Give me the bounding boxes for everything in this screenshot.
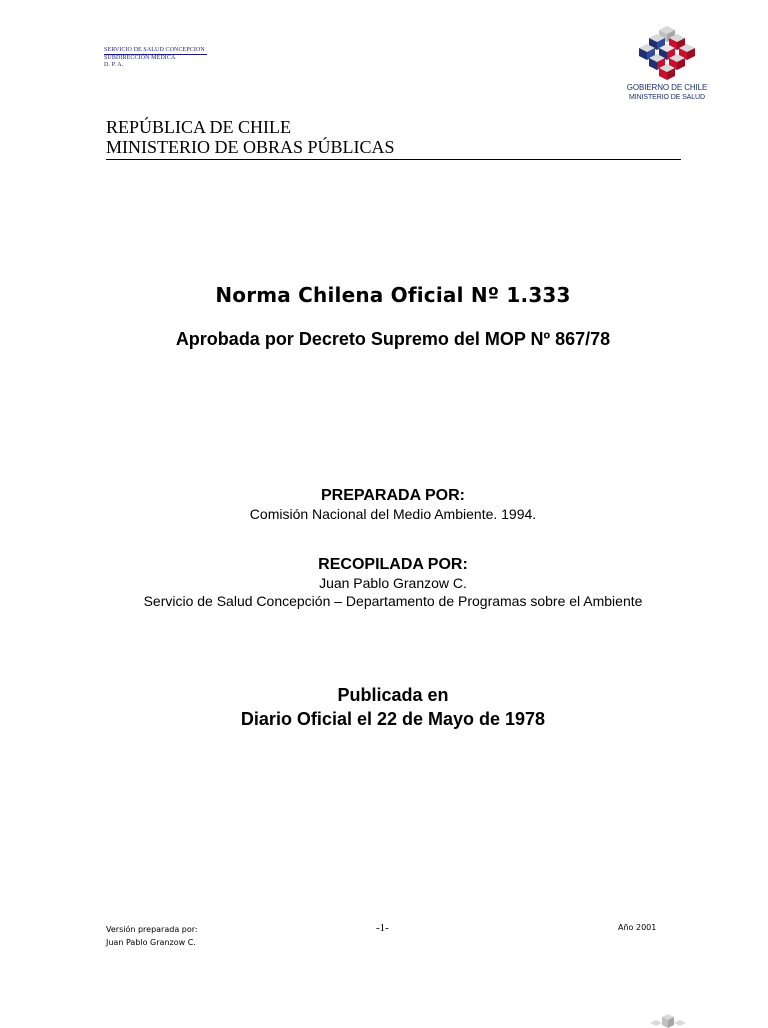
publication-info [0, 683, 768, 731]
org-line-2: SUBDIRECCIÓN MÉDICA [104, 55, 176, 61]
document-subtitle: Aprobada por Decreto Supremo del MOP Nº 867/78 [175, 329, 611, 349]
compiled-by-section [0, 556, 768, 610]
footer-year: Año 2001 [618, 923, 657, 932]
institution-heading [106, 117, 395, 157]
published-line-1: Publicada en [337, 685, 449, 705]
compiled-by-name: Juan Pablo Granzow C. [319, 575, 467, 591]
republic-line: REPÚBLICA DE CHILE [106, 117, 292, 137]
footer-version-label: Versión preparada por: [106, 925, 198, 934]
compiled-by-heading: RECOPILADA POR: [318, 556, 468, 573]
page-number: -1- [376, 922, 389, 934]
ministry-line: MINISTERIO DE OBRAS PÚBLICAS [106, 137, 395, 157]
footer-author-name: Juan Pablo Granzow C. [106, 938, 196, 947]
org-line-3: D. P. A. [104, 62, 124, 68]
published-line-2: Diario Oficial el 22 de Mayo de 1978 [240, 709, 546, 729]
prepared-by-body: Comisión Nacional del Medio Ambiente. 1994. [249, 506, 537, 522]
org-line-1: SERVICIO DE SALUD CONCEPCION [104, 47, 205, 53]
logo-caption-line-1: GOBIERNO DE CHILE [626, 83, 708, 92]
footer-author [106, 923, 198, 949]
organization-header [104, 47, 207, 69]
logo-caption [612, 83, 722, 103]
next-page-logo-fragment [648, 1008, 688, 1028]
heading-divider [106, 159, 681, 160]
document-title: Norma Chilena Oficial Nº 1.333 [215, 283, 571, 307]
prepared-by-section [0, 487, 768, 523]
logo-caption-line-2: MINISTERIO DE SALUD [629, 94, 705, 101]
compiled-by-organization: Servicio de Salud Concepción – Departamento de Programas sobre el Ambiente [143, 593, 643, 609]
prepared-by-heading: PREPARADA POR: [320, 487, 465, 504]
